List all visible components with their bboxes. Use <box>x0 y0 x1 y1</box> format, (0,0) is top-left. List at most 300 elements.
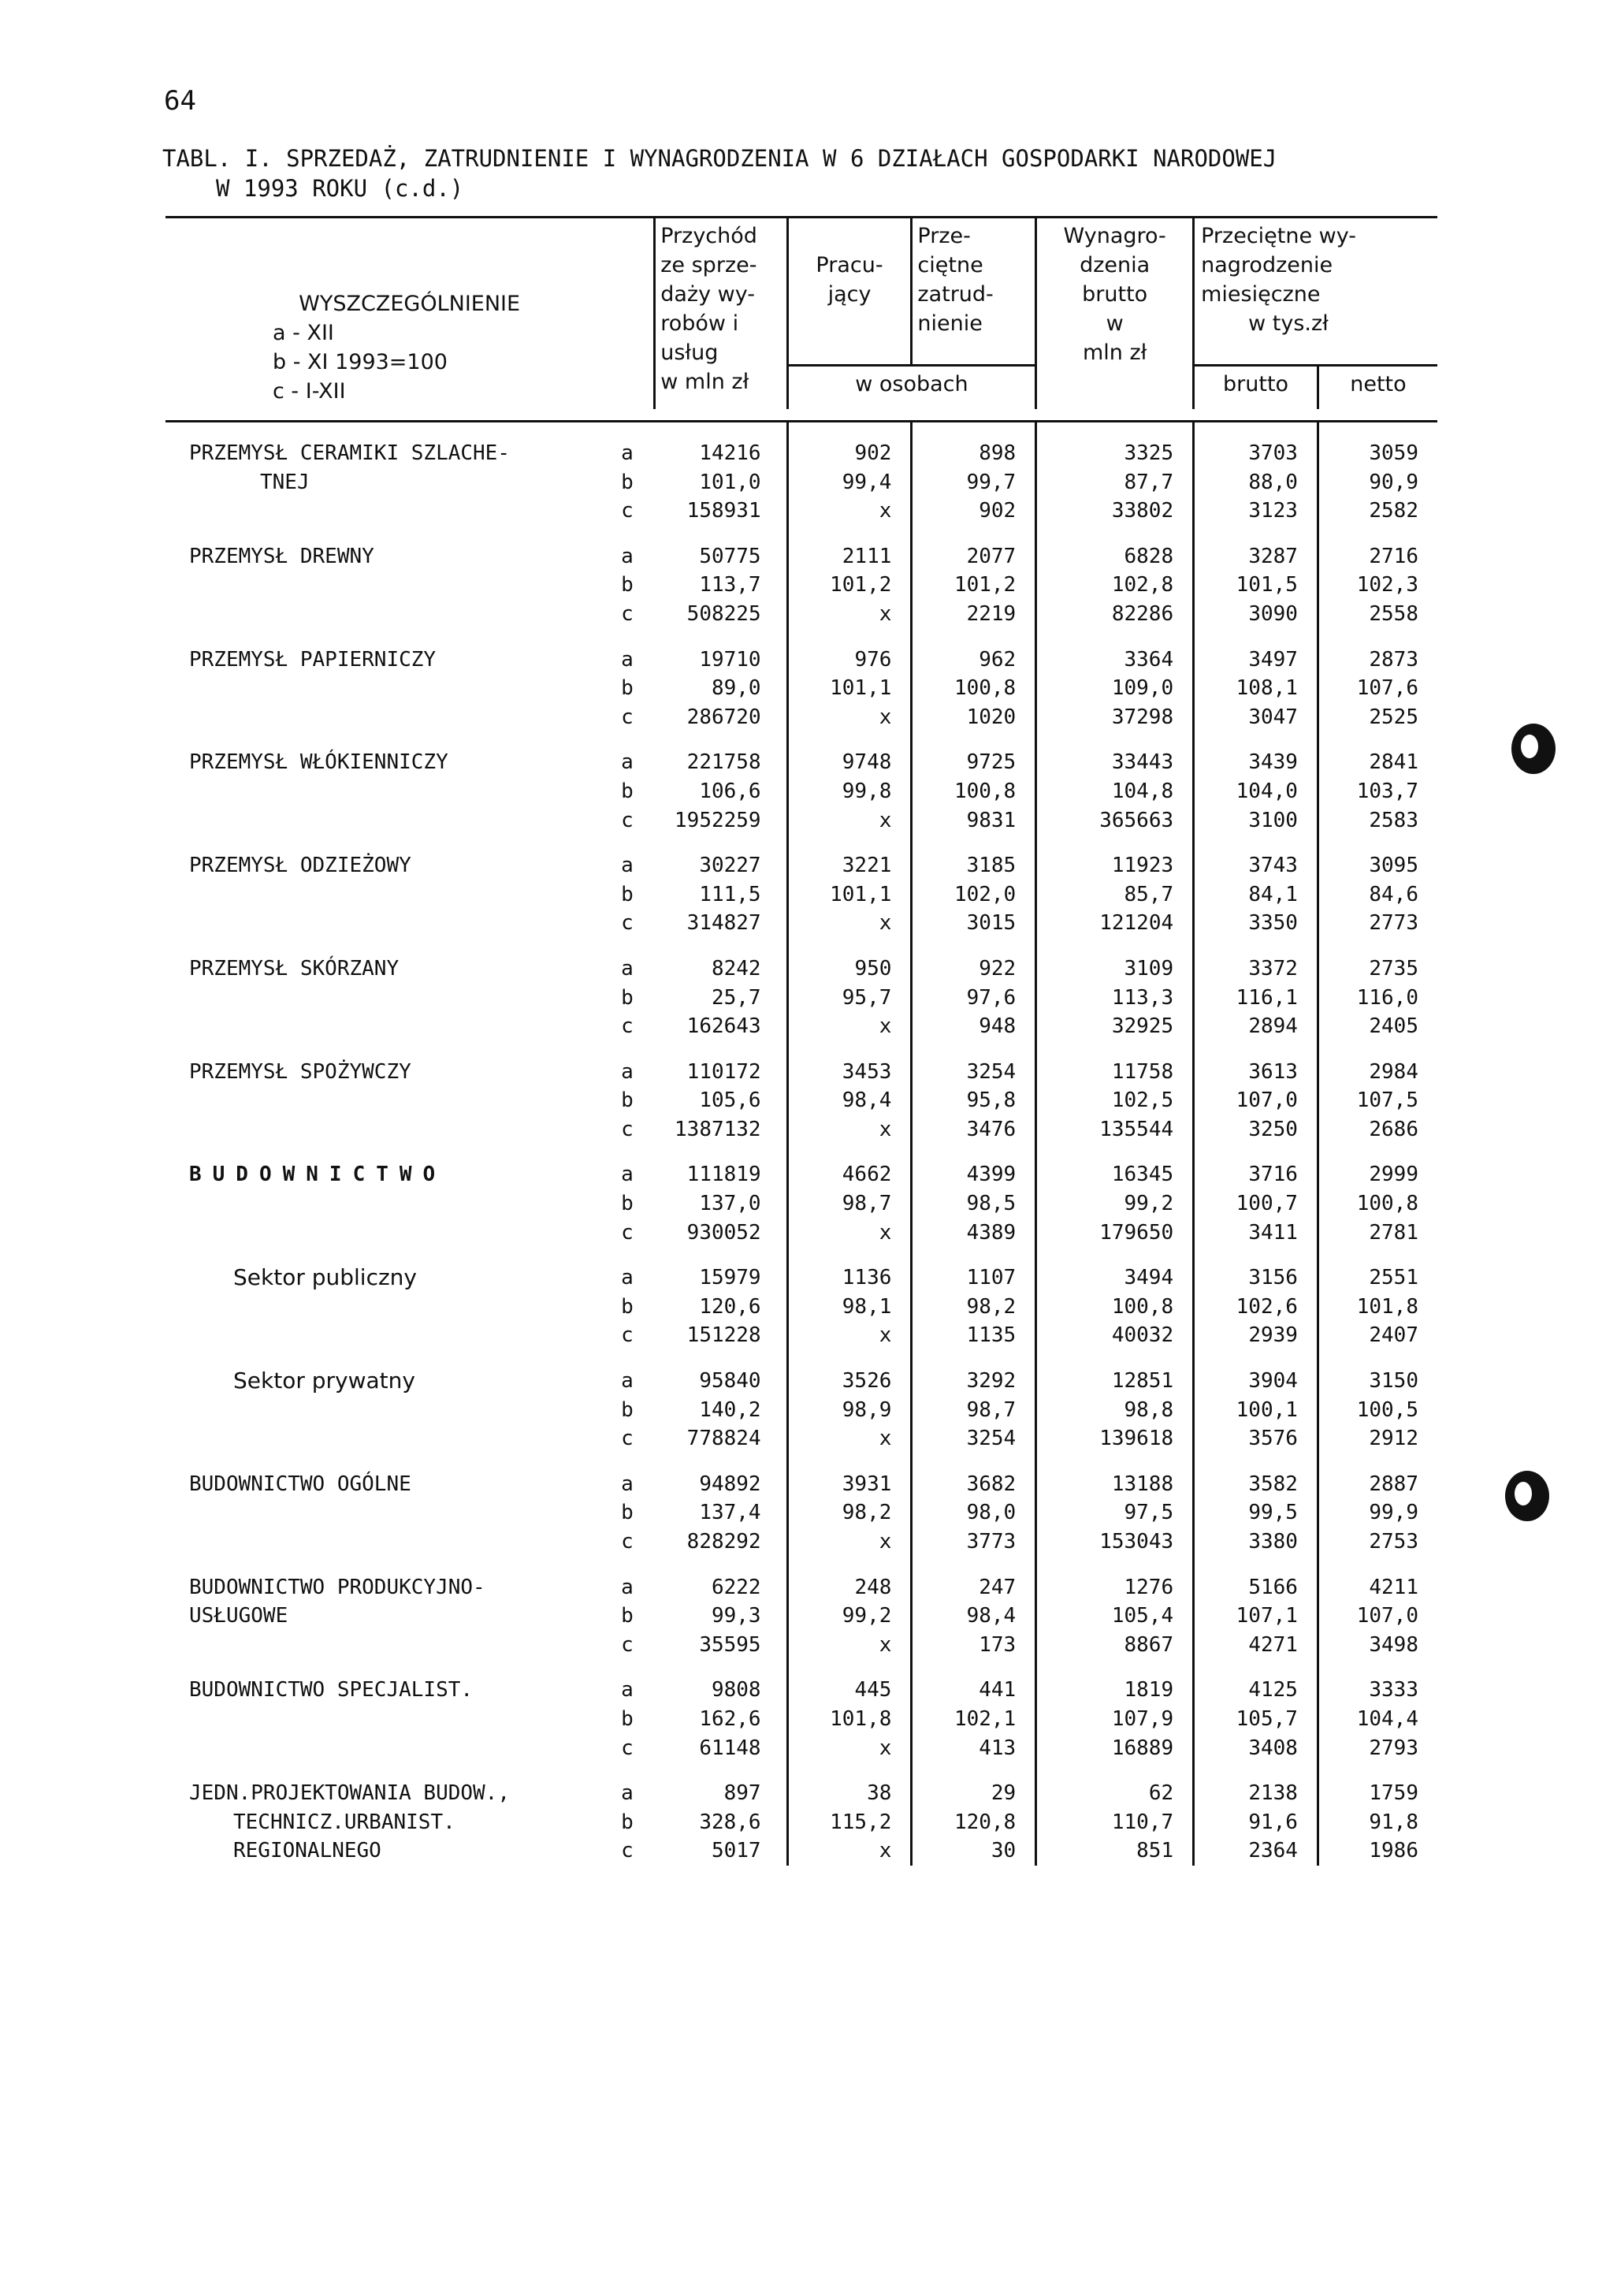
header-line: Wynagro- <box>1063 224 1166 248</box>
cell-value: 441 <box>912 1676 1036 1705</box>
row-label <box>165 1631 613 1660</box>
cell-value: 16889 <box>1036 1734 1194 1763</box>
cell-value: 101,1 <box>787 674 912 703</box>
header-specification <box>165 218 655 410</box>
cell-value: 89,0 <box>711 676 761 701</box>
cell-value: 50775 <box>699 544 761 568</box>
row-indicator: c <box>621 1014 634 1039</box>
cell-value: 4125 <box>1194 1676 1318 1705</box>
cell-value: 902 <box>787 439 912 468</box>
header-pracujacy <box>787 218 912 366</box>
cell-value: 62 <box>1036 1779 1194 1808</box>
row-label <box>165 984 613 1013</box>
row-indicator: a <box>621 1781 634 1806</box>
cell-value: 102,3 <box>1318 571 1437 600</box>
row-label <box>165 600 613 629</box>
table-row <box>165 1573 1437 1602</box>
cell-value: 14216 <box>699 441 761 465</box>
cell-value: 91,6 <box>1194 1808 1318 1837</box>
row-indicator: a <box>621 956 634 981</box>
cell-value: 3476 <box>912 1115 1036 1144</box>
cell-value: 1986 <box>1318 1836 1437 1866</box>
table-row <box>165 571 1437 600</box>
scan-artifact <box>1505 1471 1549 1521</box>
cell-value: 107,1 <box>1194 1602 1318 1631</box>
row-indicator: b <box>621 1397 634 1422</box>
cell-value: 107,5 <box>1318 1086 1437 1115</box>
row-label <box>165 1498 613 1528</box>
cell-value: 8867 <box>1036 1631 1194 1660</box>
cell-value: 948 <box>912 1012 1036 1041</box>
table-row <box>165 1012 1437 1041</box>
row-label <box>165 1012 613 1041</box>
table-row <box>165 646 1437 675</box>
table-row <box>165 1498 1437 1528</box>
cell-value: 2583 <box>1318 806 1437 835</box>
cell-value: 4389 <box>912 1219 1036 1248</box>
cell-value: 1136 <box>787 1263 912 1293</box>
header-line: Pracu- <box>816 253 883 277</box>
row-label <box>165 1189 613 1219</box>
cell-value: 99,4 <box>787 468 912 497</box>
cell-value: 105,7 <box>1194 1705 1318 1734</box>
cell-value: 3773 <box>912 1528 1036 1557</box>
cell-value: 139618 <box>1036 1424 1194 1453</box>
cell-value: 5166 <box>1194 1573 1318 1602</box>
header-line: nienie <box>917 311 983 336</box>
cell-value: 95840 <box>699 1369 761 1394</box>
table-body <box>165 422 1437 1866</box>
row-indicator: a <box>621 1369 634 1394</box>
cell-value: 2841 <box>1318 748 1437 777</box>
cell-value: 88,0 <box>1194 468 1318 497</box>
row-label <box>165 1293 613 1322</box>
row-label: PRZEMYSŁ WŁÓKIENNICZY <box>189 750 448 775</box>
cell-value: 3703 <box>1194 439 1318 468</box>
table-row <box>165 1470 1437 1499</box>
cell-value: 137,4 <box>699 1501 761 1525</box>
table-row <box>165 703 1437 732</box>
cell-value: 95,8 <box>912 1086 1036 1115</box>
cell-value: 2525 <box>1318 703 1437 732</box>
cell-value: 3682 <box>912 1470 1036 1499</box>
row-indicator: a <box>621 854 634 878</box>
cell-value: 2558 <box>1318 600 1437 629</box>
cell-value: 29 <box>912 1779 1036 1808</box>
row-label <box>165 1086 613 1115</box>
cell-value: 3292 <box>912 1367 1036 1396</box>
table-row <box>165 468 1437 497</box>
cell-value: 2773 <box>1318 909 1437 938</box>
cell-value: 102,6 <box>1194 1293 1318 1322</box>
cell-value: 84,6 <box>1318 880 1437 910</box>
row-indicator: b <box>621 1501 634 1525</box>
table-row <box>165 1263 1437 1293</box>
row-indicator: c <box>621 499 634 523</box>
row-indicator: b <box>621 1810 634 1834</box>
cell-value: 3372 <box>1194 954 1318 984</box>
cell-value: 950 <box>787 954 912 984</box>
cell-value: 2111 <box>787 542 912 571</box>
table-row <box>165 1160 1437 1189</box>
row-label <box>165 1321 613 1350</box>
cell-value: 3250 <box>1194 1115 1318 1144</box>
cell-value: 107,9 <box>1036 1705 1194 1734</box>
cell-value: 3350 <box>1194 909 1318 938</box>
cell-value: 2781 <box>1318 1219 1437 1248</box>
row-indicator: a <box>621 1163 634 1187</box>
header-spec-line: c - I-XII <box>273 379 346 404</box>
cell-value: 151228 <box>686 1323 761 1348</box>
row-label <box>165 571 613 600</box>
row-indicator: b <box>621 1294 634 1319</box>
cell-value: x <box>787 806 912 835</box>
row-label <box>165 1734 613 1763</box>
cell-value: 16345 <box>1036 1160 1194 1189</box>
table-row <box>165 439 1437 468</box>
cell-value: 113,3 <box>1036 984 1194 1013</box>
header-line: zatrud- <box>917 282 994 307</box>
cell-value: x <box>787 1836 912 1866</box>
table-row <box>165 1367 1437 1396</box>
row-spacer <box>165 1762 1437 1779</box>
cell-value: x <box>787 1012 912 1041</box>
cell-value: 4271 <box>1194 1631 1318 1660</box>
row-indicator: a <box>621 441 634 465</box>
header-line: Przychód <box>660 224 757 248</box>
cell-value: 3716 <box>1194 1160 1318 1189</box>
cell-value: 4211 <box>1318 1573 1437 1602</box>
cell-value: 107,0 <box>1194 1086 1318 1115</box>
cell-value: 120,6 <box>699 1294 761 1319</box>
header-line: ze sprze- <box>660 253 757 277</box>
cell-value: 2405 <box>1318 1012 1437 1041</box>
row-indicator: c <box>621 1117 634 1141</box>
row-label <box>165 1219 613 1248</box>
row-indicator: c <box>621 1839 634 1863</box>
header-line: daży wy- <box>660 282 755 307</box>
cell-value: 98,9 <box>787 1396 912 1425</box>
row-indicator: c <box>621 808 634 832</box>
header-line: brutto <box>1082 282 1148 307</box>
cell-value: 107,6 <box>1318 674 1437 703</box>
cell-value: 314827 <box>686 911 761 936</box>
cell-value: 100,8 <box>1036 1293 1194 1322</box>
header-line: Prze- <box>917 224 971 248</box>
cell-value: 3221 <box>787 851 912 880</box>
cell-value: 153043 <box>1036 1528 1194 1557</box>
cell-value: 3931 <box>787 1470 912 1499</box>
cell-value: 3439 <box>1194 748 1318 777</box>
cell-value: 91,8 <box>1318 1808 1437 1837</box>
cell-value: 3333 <box>1318 1676 1437 1705</box>
row-label: BUDOWNICTWO OGÓLNE <box>189 1472 411 1496</box>
cell-value: 3380 <box>1194 1528 1318 1557</box>
row-indicator: b <box>621 573 634 597</box>
table-row <box>165 542 1437 571</box>
row-indicator: a <box>621 1472 634 1496</box>
cell-value: 3109 <box>1036 954 1194 984</box>
row-spacer <box>165 1453 1437 1470</box>
cell-value: 2582 <box>1318 497 1437 526</box>
cell-value: x <box>787 1734 912 1763</box>
row-indicator: c <box>621 1323 634 1348</box>
row-label: PRZEMYSŁ SPOŻYWCZY <box>189 1059 411 1084</box>
cell-value: 2735 <box>1318 954 1437 984</box>
header-spec-line: a - XII <box>273 321 334 345</box>
cell-value: 37298 <box>1036 703 1194 732</box>
cell-value: x <box>787 497 912 526</box>
header-brutto: brutto <box>1194 366 1318 409</box>
cell-value: 106,6 <box>699 779 761 803</box>
row-indicator: b <box>621 1706 634 1731</box>
title-line-1: TABL. I. SPRZEDAŻ, ZATRUDNIENIE I WYNAGRODZENIA W 6 DZIAŁACH GOSPODARKI NARODOWEJ <box>162 145 1277 172</box>
cell-value: 3150 <box>1318 1367 1437 1396</box>
cell-value: 221758 <box>686 750 761 775</box>
cell-value: 8242 <box>711 956 761 981</box>
cell-value: 113,7 <box>699 573 761 597</box>
cell-value: 2912 <box>1318 1424 1437 1453</box>
row-label: PRZEMYSŁ SKÓRZANY <box>189 956 400 981</box>
table-row <box>165 909 1437 938</box>
cell-value: 1135 <box>912 1321 1036 1350</box>
cell-value: x <box>787 1631 912 1660</box>
table-row <box>165 1779 1437 1808</box>
cell-value: 109,0 <box>1036 674 1194 703</box>
cell-value: 111,5 <box>699 882 761 906</box>
cell-value: 102,5 <box>1036 1086 1194 1115</box>
cell-value: 2873 <box>1318 646 1437 675</box>
row-label: TECHNICZ.URBANIST. <box>233 1810 455 1834</box>
cell-value: 2716 <box>1318 542 1437 571</box>
cell-value: 3254 <box>912 1058 1036 1087</box>
row-label: BUDOWNICTWO SPECJALIST. <box>189 1678 474 1702</box>
row-label <box>165 1396 613 1425</box>
row-label <box>165 1115 613 1144</box>
cell-value: 40032 <box>1036 1321 1194 1350</box>
cell-value: 2686 <box>1318 1115 1437 1144</box>
cell-value: 99,8 <box>787 777 912 806</box>
cell-value: 98,2 <box>912 1293 1036 1322</box>
cell-value: 61148 <box>699 1736 761 1760</box>
table-title <box>162 143 1277 203</box>
cell-value: 3364 <box>1036 646 1194 675</box>
cell-value: 778824 <box>686 1427 761 1451</box>
cell-value: 3156 <box>1194 1263 1318 1293</box>
cell-value: 90,9 <box>1318 468 1437 497</box>
cell-value: 2407 <box>1318 1321 1437 1350</box>
cell-value: 101,1 <box>787 880 912 910</box>
cell-value: 173 <box>912 1631 1036 1660</box>
table-row <box>165 1676 1437 1705</box>
cell-value: 930052 <box>686 1220 761 1245</box>
cell-value: 3582 <box>1194 1470 1318 1499</box>
row-indicator: a <box>621 1575 634 1599</box>
header-line: w tys.zł <box>1248 311 1329 336</box>
cell-value: 99,5 <box>1194 1498 1318 1528</box>
cell-value: 32925 <box>1036 1012 1194 1041</box>
row-indicator: b <box>621 985 634 1010</box>
data-table <box>165 216 1437 1866</box>
cell-value: 97,6 <box>912 984 1036 1013</box>
row-indicator: a <box>621 1678 634 1702</box>
row-label <box>165 777 613 806</box>
row-spacer <box>165 1144 1437 1160</box>
row-spacer <box>165 1350 1437 1367</box>
cell-value: 140,2 <box>699 1397 761 1422</box>
cell-value: 101,2 <box>787 571 912 600</box>
header-line: mln zł <box>1083 340 1147 365</box>
row-spacer <box>165 1659 1437 1676</box>
data-table-container <box>165 216 1437 1866</box>
table-row <box>165 1321 1437 1350</box>
cell-value: 120,8 <box>912 1808 1036 1837</box>
cell-value: 328,6 <box>699 1810 761 1834</box>
cell-value: 828292 <box>686 1530 761 1554</box>
cell-value: 121204 <box>1036 909 1194 938</box>
cell-value: 3411 <box>1194 1219 1318 1248</box>
table-row <box>165 1705 1437 1734</box>
row-spacer <box>165 938 1437 954</box>
cell-value: 2364 <box>1194 1836 1318 1866</box>
cell-value: 102,1 <box>912 1705 1036 1734</box>
table-row <box>165 1808 1437 1837</box>
row-indicator: b <box>621 1604 634 1628</box>
cell-value: 9748 <box>787 748 912 777</box>
cell-value: 100,7 <box>1194 1189 1318 1219</box>
table-row <box>165 748 1437 777</box>
row-spacer <box>165 731 1437 748</box>
header-line: jący <box>827 282 872 307</box>
row-label: Sektor prywatny <box>233 1368 415 1394</box>
cell-value: 2551 <box>1318 1263 1437 1293</box>
cell-value: 98,4 <box>912 1602 1036 1631</box>
page-number: 64 <box>164 85 196 117</box>
table-row <box>165 497 1437 526</box>
row-label <box>165 1705 613 1734</box>
cell-value: 116,1 <box>1194 984 1318 1013</box>
header-line: nagrodzenie <box>1201 253 1333 277</box>
header-line: usług <box>660 340 719 365</box>
cell-value: 101,5 <box>1194 571 1318 600</box>
title-line-2: W 1993 ROKU (c.d.) <box>216 175 464 202</box>
row-spacer <box>165 629 1437 646</box>
table-row <box>165 1631 1437 1660</box>
cell-value: 4399 <box>912 1160 1036 1189</box>
cell-value: 95,7 <box>787 984 912 1013</box>
cell-value: 2138 <box>1194 1779 1318 1808</box>
scan-artifact <box>1511 724 1556 774</box>
row-label: JEDN.PROJEKTOWANIA BUDOW., <box>189 1781 510 1806</box>
cell-value: 6222 <box>711 1575 761 1599</box>
cell-value: 100,5 <box>1318 1396 1437 1425</box>
row-label: BUDOWNICTWO <box>189 1163 447 1187</box>
cell-value: 38 <box>787 1779 912 1808</box>
cell-value: 103,7 <box>1318 777 1437 806</box>
row-label: PRZEMYSŁ PAPIERNICZY <box>189 647 437 672</box>
row-indicator: c <box>621 705 634 729</box>
row-indicator: b <box>621 676 634 701</box>
cell-value: 99,2 <box>1036 1189 1194 1219</box>
cell-value: 84,1 <box>1194 880 1318 910</box>
cell-value: 101,2 <box>912 571 1036 600</box>
cell-value: 922 <box>912 954 1036 984</box>
row-spacer <box>165 835 1437 851</box>
cell-value: 104,0 <box>1194 777 1318 806</box>
cell-value: 508225 <box>686 601 761 626</box>
cell-value: 3576 <box>1194 1424 1318 1453</box>
cell-value: 12851 <box>1036 1367 1194 1396</box>
cell-value: 4662 <box>787 1160 912 1189</box>
cell-value: 3123 <box>1194 497 1318 526</box>
cell-value: 1759 <box>1318 1779 1437 1808</box>
row-indicator: b <box>621 1088 634 1113</box>
cell-value: 100,8 <box>912 777 1036 806</box>
header-line: w <box>1106 311 1124 336</box>
row-indicator: c <box>621 911 634 936</box>
cell-value: 101,0 <box>699 470 761 494</box>
table-row <box>165 851 1437 880</box>
cell-value: 101,8 <box>1318 1293 1437 1322</box>
row-label: Sektor publiczny <box>233 1264 417 1291</box>
cell-value: 110,7 <box>1036 1808 1194 1837</box>
header-line: robów i <box>660 311 739 336</box>
cell-value: 104,4 <box>1318 1705 1437 1734</box>
cell-value: 3904 <box>1194 1367 1318 1396</box>
header-przecietne <box>912 218 1036 366</box>
cell-value: 3743 <box>1194 851 1318 880</box>
cell-value: 2887 <box>1318 1470 1437 1499</box>
cell-value: 3015 <box>912 909 1036 938</box>
cell-value: 108,1 <box>1194 674 1318 703</box>
row-indicator: a <box>621 1059 634 1084</box>
cell-value: 3059 <box>1318 439 1437 468</box>
cell-value: 98,1 <box>787 1293 912 1322</box>
row-indicator: c <box>621 1427 634 1451</box>
cell-value: 3498 <box>1318 1631 1437 1660</box>
row-indicator: b <box>621 1192 634 1216</box>
table-row <box>165 1602 1437 1631</box>
cell-value: 2999 <box>1318 1160 1437 1189</box>
cell-value: 87,7 <box>1036 468 1194 497</box>
cell-value: 33443 <box>1036 748 1194 777</box>
cell-value: 98,4 <box>787 1086 912 1115</box>
cell-value: 898 <box>912 439 1036 468</box>
header-spec-line: b - XI 1993=100 <box>273 350 448 374</box>
row-spacer <box>165 1247 1437 1263</box>
cell-value: x <box>787 600 912 629</box>
cell-value: 365663 <box>1036 806 1194 835</box>
cell-value: 2793 <box>1318 1734 1437 1763</box>
cell-value: 162643 <box>686 1014 761 1039</box>
header-spec-line: WYSZCZEGÓLNIENIE <box>299 292 521 316</box>
cell-value: 3287 <box>1194 542 1318 571</box>
cell-value: 445 <box>787 1676 912 1705</box>
cell-value: x <box>787 703 912 732</box>
row-indicator: b <box>621 882 634 906</box>
cell-value: 2077 <box>912 542 1036 571</box>
cell-value: 3185 <box>912 851 1036 880</box>
row-indicator: c <box>621 1736 634 1760</box>
cell-value: 115,2 <box>787 1808 912 1837</box>
cell-value: 100,8 <box>1318 1189 1437 1219</box>
table-row <box>165 600 1437 629</box>
cell-value: 9808 <box>711 1678 761 1702</box>
cell-value: 1952259 <box>675 808 761 832</box>
row-indicator: c <box>621 1220 634 1245</box>
cell-value: 107,0 <box>1318 1602 1437 1631</box>
cell-value: 111819 <box>686 1163 761 1187</box>
